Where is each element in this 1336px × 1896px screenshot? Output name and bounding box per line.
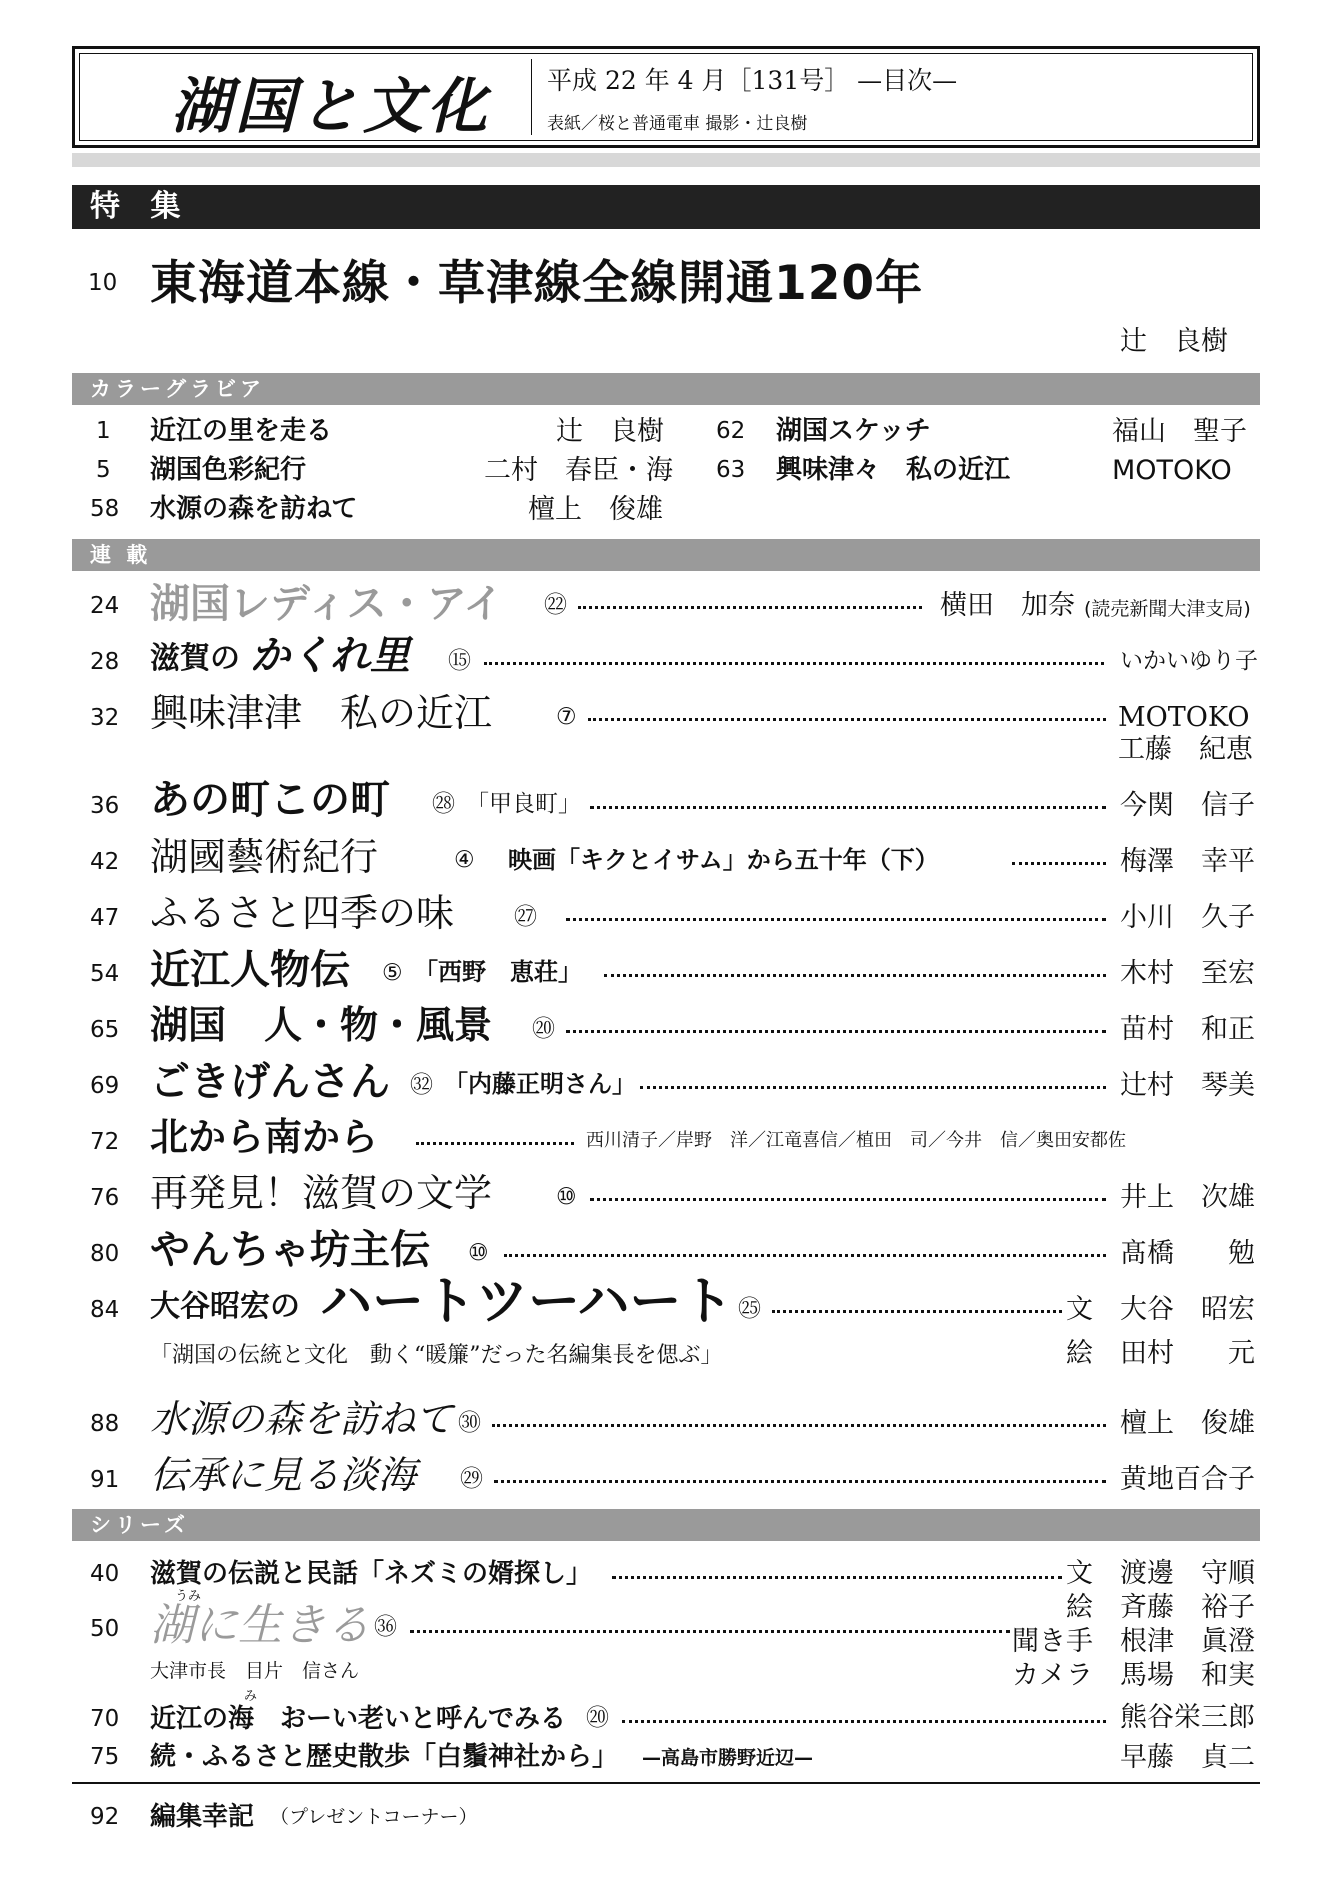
leader-dots xyxy=(622,1720,1106,1723)
toc-page: 91 xyxy=(90,1467,120,1493)
toc-page: 24 xyxy=(90,593,120,619)
toc-authors-line: 西川清子／岸野 洋／江竜喜信／植田 司／今井 信／奥田安都佐 xyxy=(586,1130,1126,1151)
toc-title-2[interactable]: おーい老いと呼んでみる xyxy=(280,1704,567,1734)
toc-page: 63 xyxy=(716,457,746,483)
toc-title[interactable]: 再発見！滋賀の文学 xyxy=(150,1171,493,1215)
toc-page: 36 xyxy=(90,793,120,819)
toc-author: 苗村 和正 xyxy=(1120,1014,1255,1045)
toc-title[interactable]: 伝承に見る淡海 xyxy=(150,1453,417,1497)
toc-title[interactable]: 北から南から xyxy=(150,1114,379,1159)
toc-author: 檀上 俊雄 xyxy=(528,494,663,525)
credit-role: 聞き手 xyxy=(1012,1626,1093,1657)
leader-dots xyxy=(566,1030,1106,1033)
section-bar-gravure: カラーグラビア xyxy=(72,373,1260,405)
toc-subtitle: 「西野 恵荘」 xyxy=(414,958,582,986)
credit-role: 絵 xyxy=(1066,1338,1093,1369)
toc-issue-number: ㉙ xyxy=(460,1466,483,1492)
toc-author: MOTOKO xyxy=(1118,702,1250,733)
toc-title[interactable]: 水源の森を訪ねて xyxy=(150,494,358,524)
toc-page: 32 xyxy=(90,705,120,731)
toc-issue-number: ⑦ xyxy=(556,704,577,730)
toc-author: 髙橋 勉 xyxy=(1120,1238,1255,1269)
toc-title[interactable]: 近江の海 xyxy=(150,1704,255,1734)
toc-author: 檀上 俊雄 xyxy=(1120,1408,1255,1439)
toc-page: 65 xyxy=(90,1017,120,1043)
toc-author: 渡邊 守順 xyxy=(1120,1558,1255,1589)
leader-dots xyxy=(494,1480,1106,1483)
toc-title[interactable]: 湖に生きる xyxy=(150,1600,370,1651)
toc-issue-number: ㉚ xyxy=(458,1410,481,1436)
toc-issue-number: ㉕ xyxy=(738,1296,761,1322)
toc-author: 辻村 琴美 xyxy=(1120,1070,1255,1101)
toc-issue-number: ⑩ xyxy=(468,1240,489,1266)
toc-title[interactable]: 水源の森を訪ねて xyxy=(150,1397,454,1441)
masthead-divider xyxy=(531,59,532,135)
toc-author: 大谷 昭宏 xyxy=(1120,1294,1255,1325)
feature-page: 10 xyxy=(88,270,118,296)
toc-issue-number: ㉘ xyxy=(432,791,455,817)
toc-title[interactable]: やんちゃ坊主伝 xyxy=(150,1227,430,1273)
toc-author: 二村 春臣・海 xyxy=(484,455,673,486)
leader-dots xyxy=(492,1424,1106,1427)
toc-page: 28 xyxy=(90,649,120,675)
toc-title[interactable]: 滋賀の xyxy=(150,641,240,676)
toc-page: 84 xyxy=(90,1297,120,1323)
toc-caption: 「湖国の伝統と文化 動く“暖簾”だった名編集長を偲ぶ」 xyxy=(150,1343,723,1368)
leader-dots xyxy=(588,718,1106,721)
toc-title[interactable]: 大谷昭宏の xyxy=(150,1289,300,1324)
credit-role: カメラ xyxy=(1012,1660,1093,1691)
toc-title[interactable]: 編集幸記 xyxy=(150,1802,255,1832)
toc-author: 熊谷栄三郎 xyxy=(1120,1702,1255,1733)
toc-page: 50 xyxy=(90,1616,120,1642)
ruby-text: うみ xyxy=(175,1589,202,1604)
toc-title[interactable]: 滋賀の伝説と民話「ネズミの婿探し」 xyxy=(150,1559,593,1589)
credit-role: 文 xyxy=(1066,1558,1093,1589)
leader-dots xyxy=(504,1254,1106,1257)
masthead xyxy=(72,46,1260,148)
leader-dots xyxy=(566,918,1106,921)
leader-dots xyxy=(590,1198,1106,1201)
toc-title[interactable]: ごきげんさん xyxy=(150,1059,390,1105)
leader-dots xyxy=(640,1086,1106,1089)
section-bar-feature: 特 集 xyxy=(72,185,1260,229)
ruby-text: み xyxy=(244,1689,258,1704)
toc-author: 井上 次雄 xyxy=(1120,1182,1255,1213)
toc-author: MOTOKO xyxy=(1112,455,1232,486)
feature-author: 辻 良樹 xyxy=(1120,326,1228,357)
toc-title-stylized[interactable]: かくれ里 xyxy=(250,633,410,679)
feature-title[interactable]: 東海道本線・草津線全線開通120年 xyxy=(150,256,924,311)
toc-issue-number: ㊱ xyxy=(374,1614,397,1640)
issue-line: 平成 22 年 4 月［131号］ —目次— xyxy=(547,66,958,95)
toc-title-stylized[interactable]: ハートツーハート xyxy=(320,1272,734,1332)
leader-dots xyxy=(484,662,1104,665)
author-affiliation: (読売新聞大津支局) xyxy=(1084,598,1251,620)
section-bar-serial: 連 載 xyxy=(72,539,1260,571)
toc-title[interactable]: 近江人物伝 xyxy=(150,947,350,993)
toc-title[interactable]: 興味津津 私の近江 xyxy=(150,691,493,735)
toc-title[interactable]: あの町この町 xyxy=(150,777,390,823)
cover-credit: 表紙／桜と普通電車 撮影・辻良樹 xyxy=(547,114,808,134)
toc-page: 92 xyxy=(90,1804,120,1830)
leader-dots xyxy=(578,606,922,609)
toc-title[interactable]: 湖国 人・物・風景 xyxy=(150,1002,493,1047)
toc-issue-number: ㉗ xyxy=(514,904,537,930)
toc-author: 辻 良樹 xyxy=(556,416,664,447)
credit-name: 馬場 和実 xyxy=(1120,1660,1255,1691)
toc-caption: 大津市長 目片 信さん xyxy=(150,1660,360,1682)
toc-author: 梅澤 幸平 xyxy=(1120,846,1255,877)
toc-page: 47 xyxy=(90,905,120,931)
toc-title[interactable]: 湖国色彩紀行 xyxy=(150,455,307,485)
credit-role: 絵 xyxy=(1066,1592,1093,1623)
toc-issue-number: ⑳ xyxy=(586,1705,609,1731)
toc-author: 黄地百合子 xyxy=(1120,1464,1255,1495)
toc-page: 69 xyxy=(90,1073,120,1099)
toc-page: 88 xyxy=(90,1411,120,1437)
toc-page: 42 xyxy=(90,849,120,875)
masthead-shadow-band xyxy=(72,153,1260,167)
toc-page: 1 xyxy=(96,418,111,444)
toc-author: 小川 久子 xyxy=(1120,902,1255,933)
toc-page: 62 xyxy=(716,418,746,444)
toc-issue-number: ⑩ xyxy=(556,1184,577,1210)
toc-issue-number: ㉒ xyxy=(544,592,567,618)
toc-issue-number: ④ xyxy=(454,847,475,873)
toc-author: 早藤 貞二 xyxy=(1120,1742,1255,1773)
leader-dots xyxy=(612,1576,1062,1579)
toc-issue-number: ⑳ xyxy=(532,1016,555,1042)
toc-title[interactable]: 湖国スケッチ xyxy=(776,416,931,446)
toc-page: 70 xyxy=(90,1706,120,1732)
leader-dots xyxy=(1012,862,1106,865)
toc-subtitle: （プレゼントコーナー） xyxy=(270,1806,478,1828)
toc-title[interactable]: 続・ふるさと歴史散歩「白鬚神社から」 xyxy=(150,1742,619,1772)
toc-issue-number: ⑤ xyxy=(382,960,403,986)
leader-dots xyxy=(772,1310,1062,1313)
toc-author: 横田 加奈 xyxy=(940,590,1075,621)
toc-subtitle: 映画「キクとイサム」から五十年（下） xyxy=(508,846,939,874)
toc-page: 58 xyxy=(90,496,120,522)
toc-title[interactable]: 湖國藝術紀行 xyxy=(150,835,379,879)
toc-author: いかいゆり子 xyxy=(1120,648,1258,674)
toc-subtitle: 「内藤正明さん」 xyxy=(444,1070,636,1098)
toc-page: 72 xyxy=(90,1129,120,1155)
credit-role: 文 xyxy=(1066,1294,1093,1325)
toc-issue-number: ㉜ xyxy=(410,1072,433,1098)
leader-dots xyxy=(410,1630,1010,1633)
toc-page: 76 xyxy=(90,1185,120,1211)
toc-author-2: 田村 元 xyxy=(1120,1338,1255,1369)
leader-dots xyxy=(416,1142,574,1145)
toc-title[interactable]: ふるさと四季の味 xyxy=(150,891,455,935)
toc-page: 80 xyxy=(90,1241,120,1267)
toc-subtitle: —高島市勝野近辺— xyxy=(642,1747,814,1769)
toc-page: 75 xyxy=(90,1744,120,1770)
toc-title[interactable]: 興味津々 私の近江 xyxy=(776,455,1011,485)
toc-page: 54 xyxy=(90,961,120,987)
toc-page: 40 xyxy=(90,1561,120,1587)
toc-author: 木村 至宏 xyxy=(1120,958,1255,989)
section-bar-series: シリーズ xyxy=(72,1509,1260,1541)
toc-issue-number: ⑮ xyxy=(448,648,471,674)
toc-author-2: 工藤 紀恵 xyxy=(1118,734,1253,765)
toc-author: 今関 信子 xyxy=(1120,790,1255,821)
toc-title[interactable]: 湖国レディス・アイ xyxy=(150,581,504,627)
toc-subtitle: 「甲良町」 xyxy=(466,791,581,817)
magazine-title: 湖国と文化 xyxy=(171,72,491,142)
toc-title[interactable]: 近江の里を走る xyxy=(150,416,333,446)
toc-page: 5 xyxy=(96,457,111,483)
bottom-rule xyxy=(72,1782,1260,1784)
leader-dots xyxy=(604,974,1106,977)
credit-name: 斉藤 裕子 xyxy=(1120,1592,1255,1623)
toc-author: 福山 聖子 xyxy=(1112,416,1247,447)
leader-dots xyxy=(590,806,1106,809)
credit-name: 根津 眞澄 xyxy=(1120,1626,1255,1657)
